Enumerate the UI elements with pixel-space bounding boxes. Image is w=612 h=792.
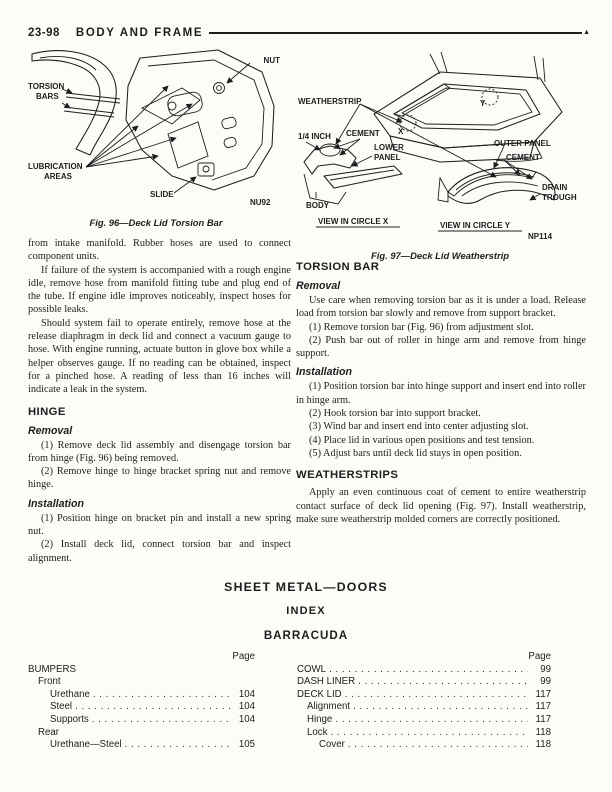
nut-icon bbox=[214, 83, 225, 94]
index-section bbox=[0, 580, 612, 791]
index-entry-page: 104 bbox=[238, 701, 255, 713]
fig97-label-cement-left: CEMENT bbox=[346, 129, 380, 138]
index-dot-leader bbox=[353, 701, 528, 714]
index-column-left bbox=[28, 651, 255, 752]
page-column-label: Page bbox=[528, 651, 551, 662]
index-entry-page: 105 bbox=[238, 739, 255, 751]
index-dot-leader bbox=[93, 689, 232, 702]
fig97-label-lower-panel-1: LOWER bbox=[374, 143, 404, 152]
index-entry bbox=[297, 714, 551, 727]
index-entry-page: 104 bbox=[238, 713, 255, 725]
fig96-label-slide: SLIDE bbox=[150, 190, 174, 199]
index-entry-page: 117 bbox=[535, 701, 551, 713]
text-block: Apply an even continuous coat of cement to entire weatherstrip contact surface of deck lid opening (Fig. 97). Install weatherstrip, make sure weatherstrip molded corners are correctly positioned. bbox=[296, 487, 586, 525]
text-block: If failure of the system is accompanied with a rough engine idle, remove hose from manifold fitting tube and plug end of the tube. If engine idle improves noticeably, inspect hoses for possible leaks. bbox=[28, 264, 291, 316]
index-entry-label: Hinge bbox=[307, 713, 333, 725]
index-entry bbox=[297, 701, 551, 714]
index-entry bbox=[297, 739, 551, 752]
fig96-label-lubrication-2: AREAS bbox=[44, 172, 73, 181]
text-block: Removal bbox=[296, 280, 341, 292]
index-entry-page: 117 bbox=[535, 713, 551, 725]
text-block: (3) Wind bar and insert end into center adjusting slot. bbox=[309, 421, 529, 433]
fig97-mark-x: X bbox=[398, 127, 404, 136]
index-entry-label: Lock bbox=[307, 726, 328, 738]
index-entry-label: Front bbox=[38, 676, 61, 688]
text-block: Should system fail to operate entirely, remove hose at the release diaphragm in deck lid and connect a vacuum gauge to hose. With engine running, actuate button in glove box while a helper observes gauge. If no reading can be obtained, inspect for a pinched hose. A reading of less than 16 inches will indicate a leak in the system. bbox=[28, 317, 291, 396]
fig96-label-nut: NUT bbox=[263, 56, 280, 65]
fig96-drawing bbox=[22, 46, 290, 210]
view-circle-y-detail-art bbox=[438, 168, 555, 204]
index-entry bbox=[297, 689, 551, 702]
index-entry bbox=[297, 727, 551, 740]
fig97-label-view-circle-x: VIEW IN CIRCLE X bbox=[318, 217, 389, 226]
index-dot-leader bbox=[329, 664, 528, 677]
model-heading: BARRACUDA bbox=[263, 629, 349, 642]
text-block: (4) Place lid in various open positions and test tension. bbox=[309, 434, 535, 446]
index-entry-page: 99 bbox=[540, 676, 551, 688]
index-dot-leader bbox=[92, 714, 232, 727]
index-entry-label: Supports bbox=[50, 713, 89, 725]
right-column bbox=[296, 252, 586, 526]
index-entry bbox=[28, 739, 255, 752]
index-list-left bbox=[28, 664, 255, 752]
text-block: (2) Remove hinge to hinge bracket spring nut and remove hinge. bbox=[28, 466, 291, 491]
triangle-marker-icon: ▲ bbox=[583, 28, 590, 36]
index-entry bbox=[28, 664, 255, 677]
index-entry bbox=[28, 714, 255, 727]
slide-bracket-icon bbox=[198, 163, 214, 176]
index-entry-page: 118 bbox=[535, 726, 551, 738]
text-block: (2) Push bar out of roller in hinge arm and remove from hinge support. bbox=[296, 334, 586, 360]
fig97-label-body: BODY bbox=[306, 201, 330, 210]
index-entry-label: Alignment bbox=[307, 701, 351, 713]
index-columns bbox=[0, 651, 612, 791]
index-entry-label: Rear bbox=[38, 726, 59, 738]
index-entry-label: DECK LID bbox=[297, 688, 342, 700]
index-entry-page: 117 bbox=[535, 688, 551, 700]
fig96-label-torsion-bars-1: TORSION bbox=[28, 82, 65, 91]
fig97-label-outer-panel: OUTER PANEL bbox=[494, 139, 551, 148]
figure-97 bbox=[290, 50, 590, 261]
fig97-drawing bbox=[290, 50, 590, 243]
index-dot-leader bbox=[330, 727, 528, 740]
index-heading: INDEX bbox=[286, 605, 326, 617]
page-number: 23-98 bbox=[28, 27, 60, 39]
index-entry bbox=[28, 676, 255, 689]
index-dot-leader bbox=[348, 739, 528, 752]
text-block: Removal bbox=[28, 424, 73, 437]
text-block: Installation bbox=[28, 497, 84, 510]
fig96-label-lubrication-1: LUBRICATION bbox=[28, 162, 83, 171]
fig96-code: NU92 bbox=[250, 198, 271, 207]
index-entry-page: 99 bbox=[540, 663, 551, 675]
fig97-label-view-circle-y: VIEW IN CIRCLE Y bbox=[440, 221, 511, 230]
text-block: (1) Remove torsion bar (Fig. 96) from adjustment slot. bbox=[309, 321, 534, 333]
section-title: SHEET METAL—DOORS bbox=[224, 580, 388, 594]
fig97-label-quarter-inch: 1/4 INCH bbox=[298, 132, 331, 141]
text-block: (2) Hook torsion bar into support bracket. bbox=[309, 408, 481, 420]
fig97-label-drain-2: TROUGH bbox=[542, 193, 577, 202]
index-entry-label: BUMPERS bbox=[28, 663, 76, 675]
figure-96 bbox=[22, 46, 290, 228]
text-block: WEATHERSTRIPS bbox=[296, 469, 399, 482]
left-column bbox=[28, 237, 291, 565]
index-dot-leader bbox=[345, 689, 528, 702]
index-entry-label: Urethane—Steel bbox=[50, 739, 122, 751]
fig97-label-cement-right: CEMENT bbox=[506, 153, 540, 162]
page-title: BODY AND FRAME bbox=[75, 27, 204, 39]
index-dot-leader bbox=[335, 714, 528, 727]
fig96-leader-lines bbox=[62, 63, 250, 193]
index-dot-leader bbox=[358, 676, 528, 689]
fig97-caption: Fig. 97—Deck Lid Weatherstrip bbox=[371, 250, 509, 261]
fig96-label-torsion-bars-2: BARS bbox=[36, 92, 59, 101]
page-column-label: Page bbox=[232, 651, 255, 662]
text-block: TORSION BAR bbox=[296, 261, 380, 273]
text-block: Installation bbox=[296, 366, 352, 379]
fig97-code: NP114 bbox=[528, 232, 553, 241]
index-entry bbox=[28, 689, 255, 702]
index-entry-label: Cover bbox=[319, 739, 345, 751]
text-block: (5) Adjust bars until deck lid stays in open position. bbox=[309, 447, 522, 459]
index-list-right bbox=[297, 664, 551, 752]
fig96-caption: Fig. 96—Deck Lid Torsion Bar bbox=[89, 217, 223, 228]
fig97-label-weatherstrip: WEATHERSTRIP bbox=[298, 97, 362, 106]
text-block: (1) Remove deck lid assembly and disengage torsion bar from hinge (Fig. 96) being removed. bbox=[28, 439, 291, 464]
index-dot-leader bbox=[125, 739, 232, 752]
index-entry bbox=[28, 727, 255, 740]
index-entry bbox=[297, 664, 551, 677]
text-block: Use care when removing torsion bar as it is under a load. Release load from torsion bar slowly and remove from support bracket. bbox=[296, 295, 586, 320]
text-block: HINGE bbox=[28, 405, 66, 418]
index-entry-label: DASH LINER bbox=[297, 676, 356, 688]
page-header bbox=[28, 27, 590, 39]
text-block: from intake manifold. Rubber hoses are used to connect component units. bbox=[28, 238, 291, 263]
index-entry-page: 104 bbox=[238, 688, 255, 700]
index-dot-leader bbox=[75, 701, 232, 714]
text-block: (1) Position hinge on bracket pin and install a new spring nut. bbox=[28, 512, 291, 538]
index-entry-label: Steel bbox=[50, 701, 73, 713]
fig97-mark-y: Y bbox=[480, 99, 486, 108]
fig97-label-drain-1: DRAIN bbox=[542, 183, 568, 192]
index-entry-label: COWL bbox=[297, 663, 327, 675]
text-block: (2) Install deck lid, connect torsion bar and inspect alignment. bbox=[28, 539, 291, 564]
index-entry bbox=[297, 676, 551, 689]
header-rule bbox=[209, 32, 582, 34]
index-entry bbox=[28, 701, 255, 714]
fig97-label-lower-panel-2: PANEL bbox=[374, 153, 401, 162]
index-column-right bbox=[297, 651, 551, 752]
text-block: (1) Position torsion bar into hinge support and insert end into roller in hinge arm. bbox=[296, 381, 586, 406]
index-entry-page: 118 bbox=[535, 739, 551, 751]
index-entry-label: Urethane bbox=[50, 688, 90, 700]
